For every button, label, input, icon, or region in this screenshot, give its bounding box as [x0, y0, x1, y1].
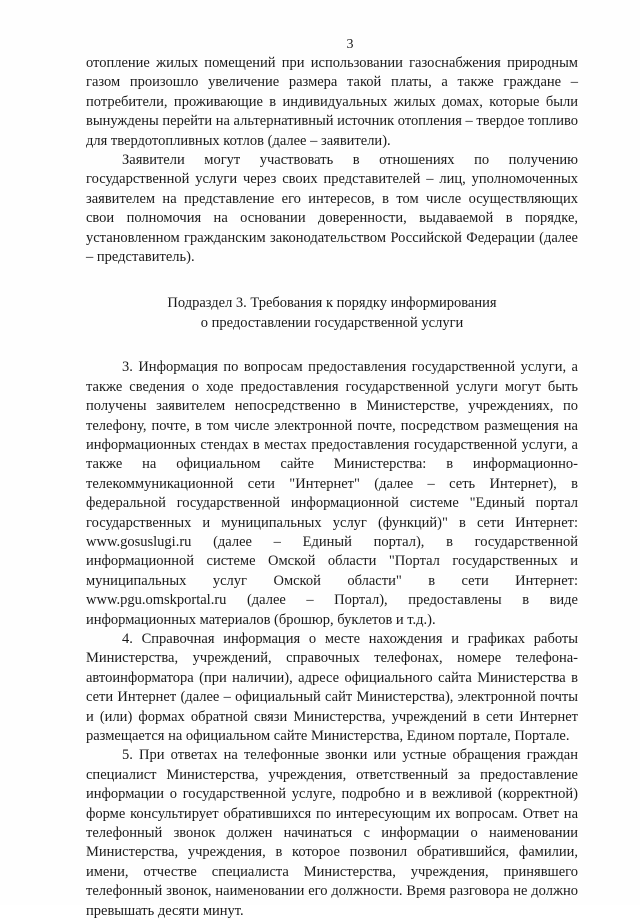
paragraph-item-3: 3. Информация по вопросам предоставления государственной услуги, а также сведения о ходе предоставления государственной услуги могут быть получены заявителем непосредственно в Министерстве, учреждениях, по телефону, почте, в том числе электронной почте, посредством размещения на информационных стендах в местах предоставления государственной услуги, а также на официальном сайте Министерства: в информационно-телекоммуникационной сети "Интернет" (далее – сеть Интернет), в федеральной государственной информационной системе "Единый портал государственных и муниципальных услуг (функций)" в сети Интернет: www.gosuslugi.ru (далее – Единый портал), в государственной информационной системе Омской области "Портал государственных и муниципальных услуг Омской области" в сети Интернет: www.pgu.omskportal.ru (далее – Портал), предоставлены в виде информационных материалов (брошюр, буклетов и т.д.).: [86, 359, 578, 628]
section-heading-line-1: Подраздел 3. Требования к порядку информирования: [167, 295, 497, 312]
paragraph-item-4: 4. Справочная информация о месте нахождения и графиках работы Министерства, учреждений, справочных телефонах, номере телефона-автоинформатора (при наличии), адресе официального сайта Министерства в сети Интернет (далее – официальный сайт Министерства), электронной почты и (или) формах обратной связи Министерства, учреждений в сети Интернет размещается на официальном сайте Министерства, Едином портале, Портале.: [86, 630, 578, 744]
paragraph-item-5: 5. При ответах на телефонные звонки или устные обращения граждан специалист Министерства, учреждения, ответственный за предоставление информации о государственной услуге, подробно и в вежливой (корректной) форме консультирует обратившихся по интересующим их вопросам. Ответ на телефонный звонок должен начинаться с информации о наименовании Министерства, учреждения, в которое позвонил обратившийся, фамилии, имени, отчестве специалиста Министерства, учреждения, принявшего телефонный звонок, наименовании его должности. Время разговора не должно превышать десяти минут.: [86, 747, 578, 919]
section-heading-line-2: о предоставлении государственной услуги: [200, 314, 464, 331]
section-heading: [86, 294, 578, 333]
document-body: [86, 54, 578, 921]
paragraph-applicants-definition: отопление жилых помещений при использовании газоснабжения природным газом произошло увеличение размера такой платы, а также граждане – потребители, проживающие в индивидуальных жилых домах, которые были вынуждены перейти на альтернативный источник отопления – твердое топливо для твердотопливных котлов (далее – заявители).: [86, 55, 578, 149]
page-number: 3: [346, 37, 354, 52]
paragraph-representatives: Заявители могут участвовать в отношениях по получению государственной услуги через своих представителей – лиц, уполномоченных заявителем на представление его интересов, в том числе осуществляющих свои полномочия на основании доверенности, выдаваемой в порядке, установленном гражданским законодательством Российской Федерации (далее – представитель).: [86, 152, 578, 266]
